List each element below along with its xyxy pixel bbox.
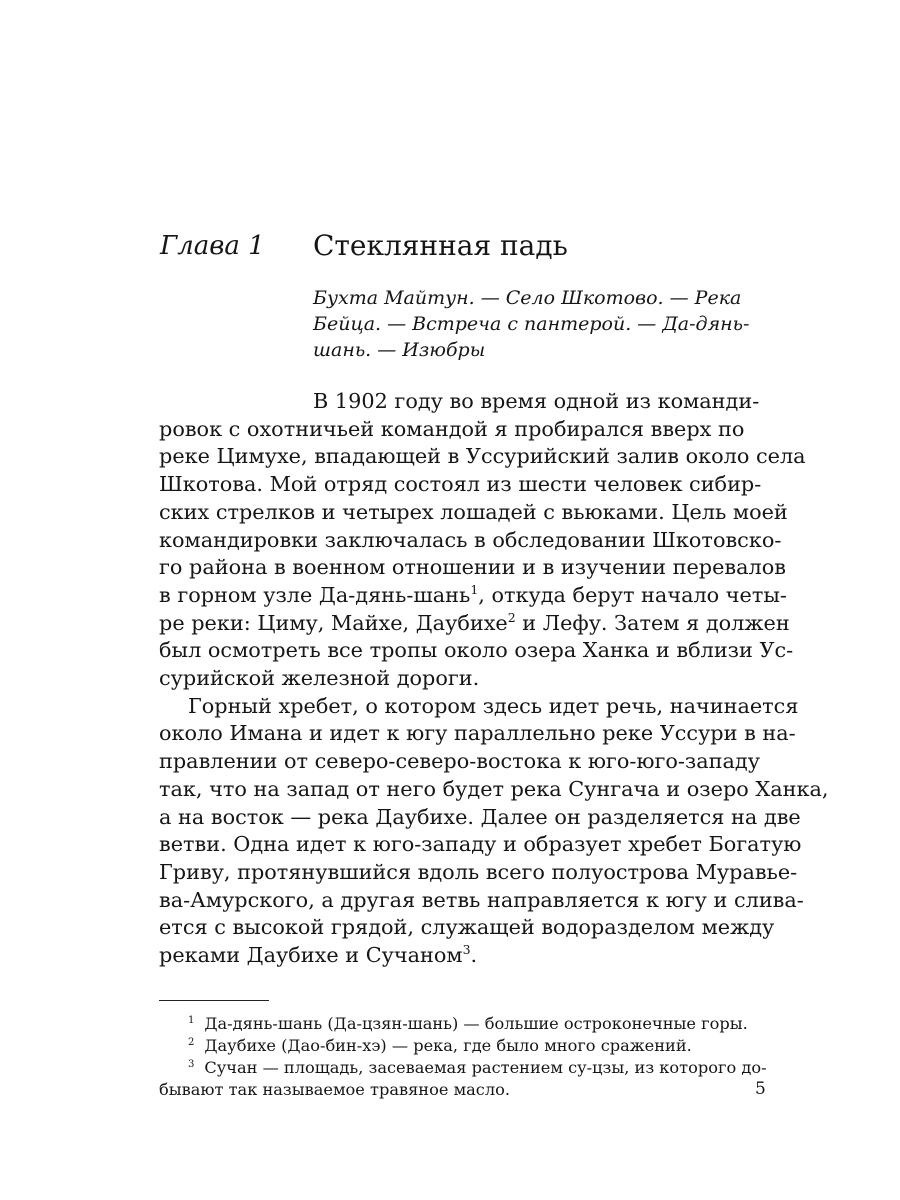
text-line: сурийской железной дороги.	[159, 666, 480, 691]
text-line: а на восток — река Даубихе. Далее он разделяется на две	[159, 804, 801, 829]
text-line: командировки заключалась в обследовании Шкотовско-	[159, 527, 782, 552]
footnotes	[159, 1013, 767, 1101]
footnote-text: Даубихе (Дао-бин-хэ) — река, где было много сражений.	[204, 1036, 692, 1055]
text-fragment: .	[470, 943, 478, 968]
chapter-label: Глава 1	[160, 231, 265, 261]
text-line: Гриву, протянувшийся вдоль всего полуострова Муравье-	[159, 859, 798, 884]
text-line	[159, 609, 790, 638]
text-line	[159, 582, 787, 610]
text-line: В 1902 году во время одной из команди-	[313, 389, 760, 413]
text-line	[159, 942, 739, 970]
text-line: Шкотова. Мой отряд состоял из шести человек сибир-	[159, 472, 762, 497]
text-line: го района в военном отношении и в изучении перевалов	[159, 555, 786, 580]
text-line: так, что на запад от него будет река Сунгача и озеро Ханка,	[159, 776, 829, 801]
epigraph-line: Бухта Майтун. — Село Шкотово. — Река	[313, 287, 742, 309]
chapter-epigraph	[313, 285, 753, 363]
footnote-ref-3[interactable]: 3	[462, 942, 471, 958]
text-fragment: и Лефу. Затем я должен	[515, 610, 790, 635]
footnote-text: Да-дянь-шань (Да-цзян-шань) — большие остроконечные горы.	[204, 1014, 748, 1033]
chapter-title: Стеклянная падь	[313, 229, 568, 262]
footnote-2	[159, 1035, 759, 1057]
footnote-3-continuation: бывают так называемое травяное масло.	[159, 1080, 511, 1099]
footnote-ref-1[interactable]: 1	[470, 582, 479, 597]
footnote-text: Сучан — площадь, засеваемая растением су-цзы, из которого до-	[204, 1058, 767, 1077]
text-fragment: в горном узле Да-дянь-шань	[159, 582, 471, 607]
body-text	[159, 388, 829, 970]
text-line: ется с высокой грядой, служащей водоразделом между	[159, 915, 775, 940]
page-number: 5	[755, 1079, 766, 1099]
text-line: правлении от северо-северо-востока к юго-юго-западу	[159, 749, 760, 774]
epigraph-line: Бейца. — Встреча с пантерой. — Да-дянь-	[313, 313, 750, 335]
paragraph-2	[159, 693, 829, 970]
footnote-ref-2[interactable]: 2	[507, 609, 516, 625]
text-fragment: реками Даубихе и Сучаном	[159, 943, 463, 968]
footnote-divider	[159, 1000, 269, 1001]
text-fragment: ре реки: Циму, Майхе, Даубихе	[159, 610, 508, 635]
epigraph-line: шань. — Изюбры	[313, 339, 486, 361]
text-fragment: , откуда берут начало четы-	[478, 582, 787, 607]
paragraph-1	[159, 388, 806, 693]
footnote-marker: 1	[188, 1014, 195, 1026]
text-line: ровок с охотничьей командой я пробирался вверх по	[159, 416, 745, 441]
text-line: ских стрелков и четырех лошадей с вьюками. Цель моей	[159, 499, 788, 524]
text-line: Горный хребет, о котором здесь идет речь, начинается	[188, 693, 799, 718]
footnote-1	[159, 1013, 759, 1035]
text-line: был осмотреть все тропы около озера Ханка и вблизи Ус-	[159, 638, 794, 663]
footnote-marker: 2	[188, 1036, 195, 1048]
text-line: реке Цимухе, впадающей в Уссурийский залив около села	[159, 444, 806, 469]
footnote-3	[159, 1057, 767, 1079]
text-line: ветви. Одна идет к юго-западу и образует хребет Богатую	[159, 832, 802, 857]
text-line: ва-Амурского, а другая ветвь направляется к югу и слива-	[159, 887, 804, 912]
footnote-marker: 3	[188, 1058, 195, 1070]
text-line: около Имана и идет к югу параллельно реке Уссури в на-	[159, 721, 796, 746]
